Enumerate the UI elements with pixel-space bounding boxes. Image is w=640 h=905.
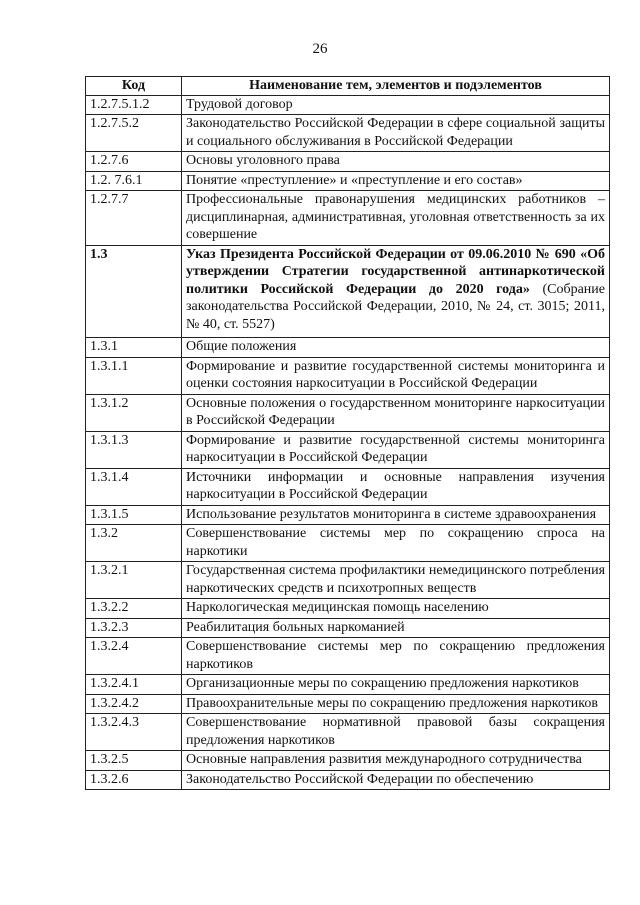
header-name: Наименование тем, элементов и подэлементов [182,77,610,96]
table-row [86,191,610,246]
row-name: Использование результатов мониторинга в системе здравоохранения [182,505,610,525]
table-row [86,525,610,562]
row-code: 1.3.2.6 [86,770,182,790]
table-row [86,468,610,505]
topics-table [85,76,610,790]
table-row [86,714,610,751]
row-name: Законодательство Российской Федерации по обеспечению [182,770,610,790]
table-row [86,599,610,619]
table-row [86,338,610,358]
row-code: 1.3.2.2 [86,599,182,619]
row-code: 1.2.7.5.2 [86,115,182,152]
row-name: Организационные меры по сокращению предложения наркотиков [182,675,610,695]
table-row [86,357,610,394]
page-number: 26 [312,41,328,57]
table-row [86,152,610,172]
table-row [86,394,610,431]
table-row [86,95,610,115]
row-name: Основы уголовного права [182,152,610,172]
row-name: Основные направления развития международного сотрудничества [182,751,610,771]
header-code: Код [86,77,182,96]
table-row [86,505,610,525]
row-code: 1.2.7.6 [86,152,182,172]
row-code: 1.3.1.3 [86,431,182,468]
row-code: 1.3.2.4.2 [86,694,182,714]
row-name: Совершенствование системы мер по сокращению предложения наркотиков [182,638,610,675]
row-name-citation: (Собрание законодательства Российской Федерации, 2010, № 24, ст. 3015; 2011, № 40, ст. 5527) [186,281,605,332]
row-name: Правоохранительные меры по сокращению предложения наркотиков [182,694,610,714]
table-row [86,751,610,771]
row-code: 1.2.7.5.1.2 [86,95,182,115]
table-row [86,694,610,714]
row-code: 1.3.2.3 [86,618,182,638]
row-code: 1.2. 7.6.1 [86,171,182,191]
row-code: 1.3.2 [86,525,182,562]
table-row-section-heading [86,245,610,338]
row-name: Источники информации и основные направления изучения наркоситуации в Российской Федерации [182,468,610,505]
table-row [86,618,610,638]
table-row [86,638,610,675]
table-row [86,431,610,468]
row-name: Общие положения [182,338,610,358]
row-name: Законодательство Российской Федерации в сфере социальной защиты и социального обслуживания в Российской Федерации [182,115,610,152]
table-header-row [86,77,610,96]
row-name: Совершенствование системы мер по сокращению спроса на наркотики [182,525,610,562]
table-row [86,770,610,790]
row-code: 1.3.2.5 [86,751,182,771]
row-name: Совершенствование нормативной правовой базы сокращения предложения наркотиков [182,714,610,751]
row-code: 1.3.1 [86,338,182,358]
table-row [86,675,610,695]
row-name-bold: Указ Президента Российской Федерации от 09.06.2010 № 690 «Об утверждении Стратегии государственной антинаркотической политики Российской Федерации до 2020 года» [186,246,605,297]
table-row [86,115,610,152]
row-name: Государственная система профилактики немедицинского потребления наркотических средств и психотропных веществ [182,562,610,599]
row-name: Реабилитация больных наркоманией [182,618,610,638]
row-name: Основные положения о государственном мониторинге наркоситуации в Российской Федерации [182,394,610,431]
row-code: 1.3.1.2 [86,394,182,431]
row-code: 1.3.1.5 [86,505,182,525]
row-code: 1.3.2.4.1 [86,675,182,695]
row-code: 1.3.2.1 [86,562,182,599]
row-name [182,245,610,338]
row-name: Понятие «преступление» и «преступление и его состав» [182,171,610,191]
row-code: 1.3.1.4 [86,468,182,505]
row-name: Наркологическая медицинская помощь населению [182,599,610,619]
row-name: Формирование и развитие государственной системы мониторинга наркоситуации в Российской Федерации [182,431,610,468]
row-code: 1.3 [86,245,182,338]
table-row [86,562,610,599]
row-name: Трудовой договор [182,95,610,115]
table-row [86,171,610,191]
row-code: 1.3.2.4.3 [86,714,182,751]
row-code: 1.2.7.7 [86,191,182,246]
row-name: Профессиональные правонарушения медицинских работников – дисциплинарная, административная, уголовная ответственность за их совершение [182,191,610,246]
row-name: Формирование и развитие государственной системы мониторинга и оценки состояния наркоситуации в Российской Федерации [182,357,610,394]
row-code: 1.3.2.4 [86,638,182,675]
row-code: 1.3.1.1 [86,357,182,394]
